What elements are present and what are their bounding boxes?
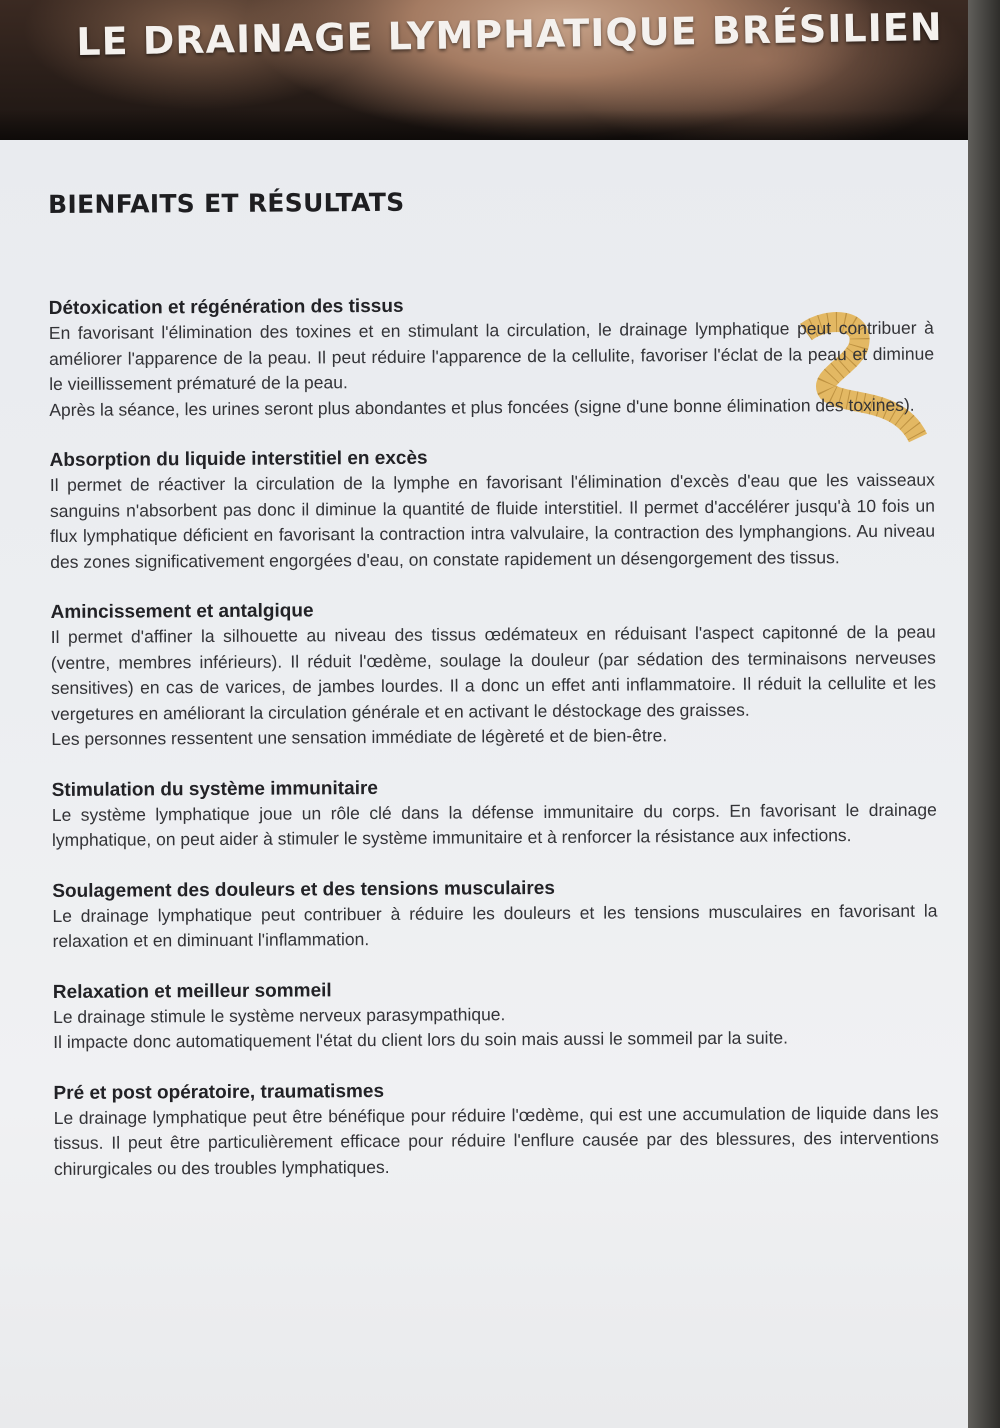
benefit-text: Le système lymphatique joue un rôle clé dans la défense immunitaire du corps. En favorisant le drainage lymphatique, on peut aider à stimuler le système immunitaire et à renforcer la résistance aux infections. <box>51 799 937 850</box>
benefit-heading: Amincissement et antalgique <box>50 600 314 623</box>
benefit-block <box>52 773 937 853</box>
benefit-block <box>49 292 935 423</box>
benefit-heading: Soulagement des douleurs et des tensions musculaires <box>52 877 555 902</box>
benefit-text: Il permet d'affiner la silhouette au niveau des tissus œdémateux en réduisant l'aspect capitonné de la peau (ventre, membres inférieurs). Il réduit l'œdème, soulage la douleur (par sédation des terminaisons nerveuses sensitives) en cas de varices, de jambes lourdes. Il a donc un effet anti inflammatoire. Il réduit la cellulite et les vergetures en améliorant la circulation générale et en activant le déstockage des graisses. <box>50 621 937 724</box>
benefit-text: Après la séance, les urines seront plus abondantes et plus foncées (signe d'une bonne élimination des toxines). <box>49 394 915 420</box>
benefit-text: Les personnes ressentent une sensation immédiate de légèreté et de bien-être. <box>51 725 668 749</box>
benefit-text: Le drainage lymphatique peut contribuer à réduire les douleurs et les tensions musculaires en favorisant la relaxation et en diminuant l'inflammation. <box>52 900 938 951</box>
header-banner <box>0 0 968 140</box>
benefit-block <box>52 874 937 954</box>
benefit-heading: Absorption du liquide interstitiel en excès <box>49 447 428 471</box>
benefit-heading: Pré et post opératoire, traumatismes <box>53 1080 385 1104</box>
benefit-heading: Relaxation et meilleur sommeil <box>52 979 332 1003</box>
benefit-heading: Détoxication et régénération des tissus <box>48 295 404 319</box>
benefit-block <box>53 975 938 1055</box>
benefit-block <box>50 444 936 575</box>
benefit-block <box>53 1076 939 1182</box>
section-title: BIENFAITS ET RÉSULTATS <box>48 187 405 219</box>
document-page <box>0 140 968 1428</box>
header-title: LE DRAINAGE LYMPHATIQUE BRÉSILIEN <box>76 4 943 64</box>
page-content <box>48 185 939 1208</box>
benefit-text: En favorisant l'élimination des toxines et en stimulant la circulation, le drainage lymphatique peut contribuer à améliorer l'apparence de la peau. Il peut réduire l'apparence de la cellulite, favoriser l'éclat de la peau et diminue le vieillissement prématuré de la peau. <box>48 317 935 394</box>
benefit-block <box>51 596 937 753</box>
benefit-text: Il impacte donc automatiquement l'état du client lors du soin mais aussi le sommeil par la suite. <box>53 1027 789 1052</box>
benefit-heading: Stimulation du système immunitaire <box>51 777 378 801</box>
benefit-text: Le drainage stimule le système nerveux parasympathique. <box>52 1003 506 1027</box>
benefit-text: Le drainage lymphatique peut être bénéfique pour réduire l'œdème, qui est une accumulation de liquide dans les tissus. Il peut être particulièrement efficace pour réduire l'enflure causée par des blessures, des interventions chirurgicales ou des troubles lymphatiques. <box>53 1102 939 1179</box>
benefit-text: Il permet de réactiver la circulation de la lymphe en favorisant l'élimination d'excès d'eau que les vaisseaux sanguins n'absorbent pas donc il diminue la quantité de fluide interstitiel. Il permet d'accélérer jusqu'à 10 fois un flux lymphatique déficient en favorisant la contraction intra valvulaire, la contraction des lymphangions. Au niveau des zones significativement engorgées d'eau, on constate rapidement un désengorgement des tissus. <box>49 469 936 572</box>
